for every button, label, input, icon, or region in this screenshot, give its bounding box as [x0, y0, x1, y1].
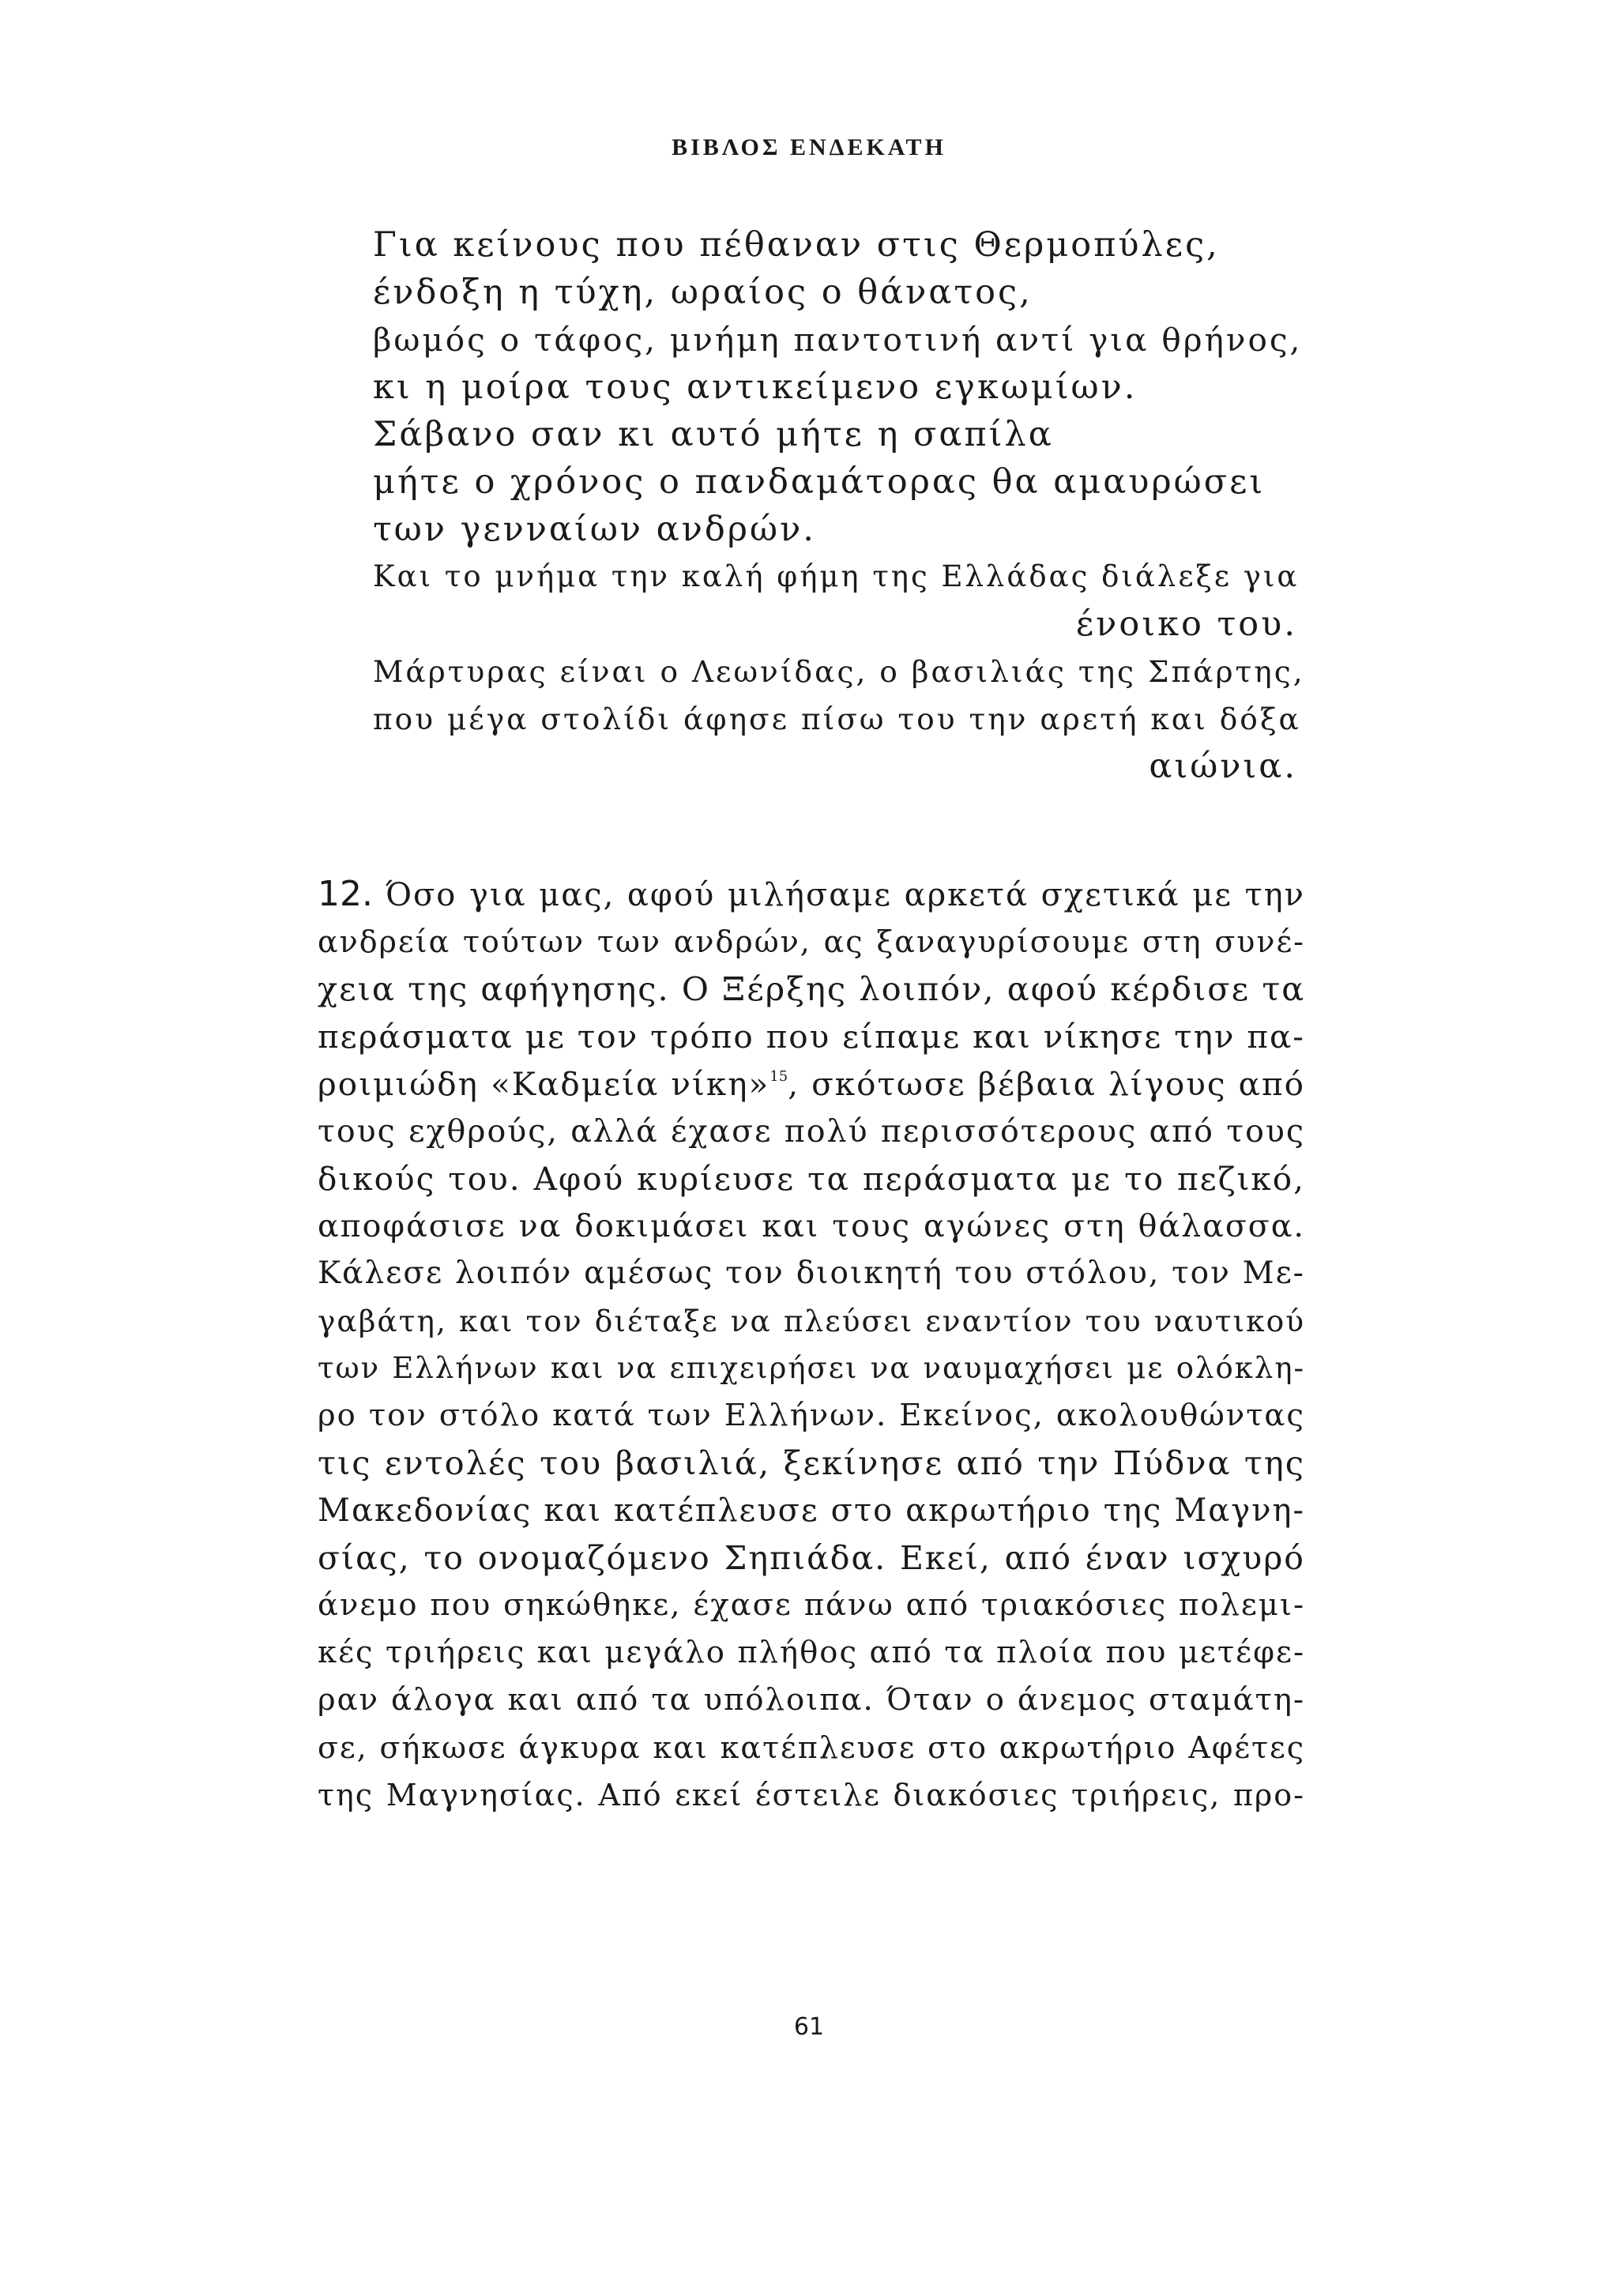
paragraph-line: ανδρεία τούτων των ανδρών, ας ξαναγυρίσουμε στη συνέ-	[318, 924, 1305, 959]
running-head: ΒΙΒΛΟΣ ΕΝΔΕΚΑΤΗ	[672, 134, 946, 160]
poem-line: Μάρτυρας είναι ο Λεωνίδας, ο βασιλιάς της Σπάρτης,	[373, 654, 1305, 689]
poem-line: Και το μνήμα την καλή φήμη της Ελλάδας διάλεξε για	[373, 559, 1300, 593]
paragraph-line-text: Όσο για μας, αφού μιλήσαμε αρκετά σχετικά με την	[372, 877, 1305, 913]
paragraph-line-text: , σκότωσε βέβαια λίγους από	[788, 1065, 1305, 1103]
poem-line: κι η μοίρα τους αντικείμενο εγκωμίων.	[373, 367, 1138, 407]
poem-line: Σάβανο σαν κι αυτό μήτε η σαπίλα	[373, 415, 1054, 454]
section-12-paragraph	[318, 871, 1305, 1819]
paragraph-line: άνεμο που σηκώθηκε, έχασε πάνω από τριακόσιες πολεμι-	[318, 1587, 1305, 1623]
paragraph-line: γαβάτη, και τον διέταξε να πλεύσει εναντίον του ναυτικού	[318, 1304, 1305, 1338]
paragraph-line: περάσματα με τον τρόπο που είπαμε και νίκησε την πα-	[318, 1018, 1305, 1056]
paragraph-line: της Μαγνησίας. Από εκεί έστειλε διακόσιες τριήρεις, προ-	[318, 1778, 1305, 1812]
paragraph-line: χεια της αφήγησης. Ο Ξέρξης λοιπόν, αφού κέρδισε τα	[318, 969, 1306, 1008]
poem-line: των γενναίων ανδρών.	[373, 510, 816, 549]
paragraph-line-text: ροιμιώδη «Καδμεία νίκη»	[318, 1065, 770, 1103]
paragraph-line: ραν άλογα και από τα υπόλοιπα. Όταν ο άνεμος σταμάτη-	[318, 1682, 1305, 1718]
poem-line-turnover: ένοικο του.	[1075, 604, 1297, 644]
paragraph-line: Μακεδονίας και κατέπλευσε στο ακρωτήριο της Μαγνη-	[318, 1492, 1305, 1529]
paragraph-line: σε, σήκωσε άγκυρα και κατέπλευσε στο ακρωτήριο Αφέτες	[318, 1730, 1305, 1765]
paragraph-line: τις εντολές του βασιλιά, ξεκίνησε από την Πύδνα της	[318, 1443, 1305, 1482]
poem-line-turnover: αιώνια.	[1149, 747, 1297, 786]
poem-line: που μέγα στολίδι άφησε πίσω του την αρετή και δόξα	[373, 702, 1301, 736]
paragraph-line: τους εχθρούς, αλλά έχασε πολύ περισσότερους από τους	[318, 1113, 1305, 1150]
page-number: 61	[793, 2013, 825, 2041]
paragraph-line: δικούς του. Αφού κυρίευσε τα περάσματα με το πεζικό,	[318, 1160, 1305, 1198]
poem-line: μήτε ο χρόνος ο πανδαμάτορας θα αμαυρώσει	[373, 462, 1266, 502]
poem-line: ένδοξη η τύχη, ωραίος ο θάνατος,	[373, 273, 1033, 312]
paragraph-line: κές τριήρεις και μεγάλο πλήθος από τα πλοία που μετέφε-	[318, 1635, 1305, 1670]
paragraph-line	[318, 1060, 1305, 1108]
paragraph-line: αποφάσισε να δοκιμάσει και τους αγώνες στη θάλασσα.	[318, 1208, 1305, 1244]
paragraph-line: ρο τον στόλο κατά των Ελλήνων. Εκείνος, ακολουθώντας	[318, 1398, 1305, 1433]
poem-line: βωμός ο τάφος, μνήμη παντοτινή αντί για θρήνος,	[373, 321, 1303, 359]
paragraph-line: των Ελλήνων και να επιχειρήσει να ναυμαχήσει με ολόκλη-	[318, 1351, 1305, 1385]
section-number: 12.	[318, 874, 373, 914]
paragraph-line: σίας, το ονομαζόμενο Σηπιάδα. Εκεί, από έναν ισχυρό	[318, 1539, 1305, 1577]
epigram-poem	[373, 221, 1305, 790]
paragraph-line: Κάλεσε λοιπόν αμέσως τον διοικητή του στόλου, τον Με-	[318, 1255, 1305, 1291]
paragraph-line	[318, 871, 1305, 918]
poem-line: Για κείνους που πέθαναν στις Θερμοπύλες,	[373, 225, 1220, 265]
footnote-reference: 15	[769, 1068, 788, 1085]
